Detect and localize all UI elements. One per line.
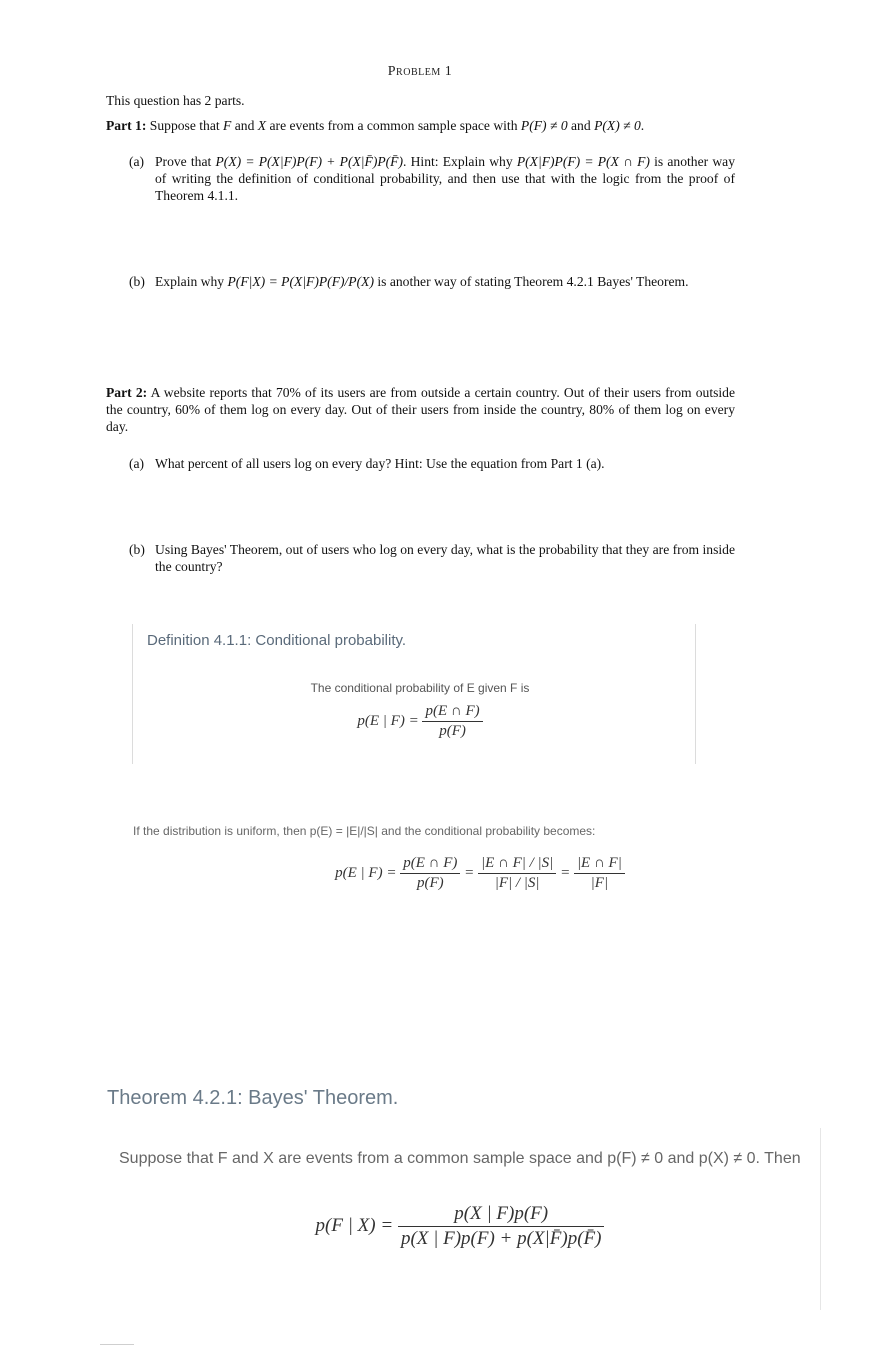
part2-b-text: Using Bayes' Theorem, out of users who log on every day, what is the probability that they are from inside the country? [155, 542, 735, 574]
uniform-formula [0, 855, 889, 892]
uniform-fraction-1 [400, 855, 460, 892]
uniform-fraction-2 [478, 855, 556, 892]
theorem-text: Suppose that F and X are events from a common sample space and p(F) ≠ 0 and p(X) ≠ 0. Then [119, 1150, 801, 1167]
definition-lhs: p(E | F) = [357, 712, 419, 729]
uniform-equals: = [560, 864, 571, 881]
theorem-denominator: p(X | F)p(F) + p(X|F̄)p(F̄) [400, 1228, 602, 1249]
definition-denominator: p(F) [439, 723, 466, 739]
part1-a-t2: . Hint: Explain why [403, 154, 517, 169]
part1-a-label: (a) [129, 154, 145, 169]
uniform-fraction-3 [574, 855, 625, 892]
part1-a-t3: is another way of writing the definition of conditional probability, and then use that with the logic from the proof of Theorem 4.1.1. [155, 154, 735, 203]
part1-b-label: (b) [129, 274, 145, 289]
part2-label: Part 2: [106, 385, 148, 400]
part1-text: Suppose that [146, 118, 224, 133]
footer-rule [100, 1344, 134, 1345]
uniform-f1-numerator: p(E ∩ F) [400, 855, 460, 874]
part1-var-x: X [257, 118, 267, 133]
part2-statement [106, 384, 735, 435]
theorem-numerator: p(X | F)p(F) [398, 1203, 605, 1227]
definition-intro: The conditional probability of E given F is [310, 681, 530, 695]
uniform-equals: = [464, 864, 475, 881]
part1-var-f: F [223, 118, 232, 133]
part2-item-b [129, 541, 735, 575]
part1-b-t1: Explain why [155, 274, 228, 289]
part1-b-formula: P(F|X) = P(X|F)P(F)/P(X) [227, 274, 374, 289]
theorem-lhs: p(F | X) = [315, 1214, 394, 1236]
uniform-f3-denominator: |F| [590, 875, 609, 891]
definition-fraction [422, 703, 482, 740]
part1-statement [106, 117, 644, 134]
part1-item-b [129, 273, 735, 290]
problem-title: Problem 1 [387, 64, 453, 79]
part1-text: and [231, 118, 258, 133]
theorem-title: Theorem 4.2.1: Bayes' Theorem. [107, 1087, 399, 1109]
part1-a-text [155, 153, 735, 204]
part1-text: . [640, 118, 645, 133]
uniform-f3-numerator: |E ∩ F| [574, 855, 625, 874]
definition-numerator: p(E ∩ F) [422, 703, 482, 722]
part1-b-text [155, 273, 735, 290]
definition-formula [0, 703, 840, 740]
part2-text: A website reports that 70% of its users are from outside a certain country. Out of their users from outside the country, 60% of them log on every day. Out of their users from inside the country, 80% of them log on every day. [106, 385, 735, 434]
part1-condition-px: P(X) ≠ 0 [594, 118, 641, 133]
part1-label: Part 1: [106, 118, 147, 133]
part1-a-t1: Prove that [155, 154, 216, 169]
part1-item-a [129, 153, 735, 204]
uniform-text: If the distribution is uniform, then p(E) = |E|/|S| and the conditional probability becomes: [133, 824, 596, 838]
uniform-f1-denominator: p(F) [416, 875, 444, 891]
part1-a-hint-formula: P(X|F)P(F) = P(X ∩ F) [516, 154, 650, 169]
part1-b-t2: is another way of stating Theorem 4.2.1 Bayes' Theorem. [373, 274, 689, 289]
part1-text: and [567, 118, 595, 133]
theorem-formula [0, 1203, 889, 1250]
uniform-f2-numerator: |E ∩ F| / |S| [478, 855, 556, 874]
part2-item-a [129, 455, 735, 472]
definition-title: Definition 4.1.1: Conditional probability. [147, 632, 407, 649]
uniform-lhs: p(E | F) = [335, 864, 397, 881]
problem-intro: This question has 2 parts. [106, 93, 245, 108]
part1-a-formula: P(X) = P(X|F)P(F) + P(X|F̄)P(F̄) [215, 154, 404, 169]
theorem-fraction [398, 1203, 605, 1250]
part1-condition-pf: P(F) ≠ 0 [520, 118, 568, 133]
part2-b-label: (b) [129, 542, 145, 557]
uniform-f2-denominator: |F| / |S| [494, 875, 540, 891]
part1-text: are events from a common sample space with [266, 118, 521, 133]
part2-a-label: (a) [129, 456, 145, 471]
part2-a-text: What percent of all users log on every day? Hint: Use the equation from Part 1 (a). [155, 456, 605, 471]
